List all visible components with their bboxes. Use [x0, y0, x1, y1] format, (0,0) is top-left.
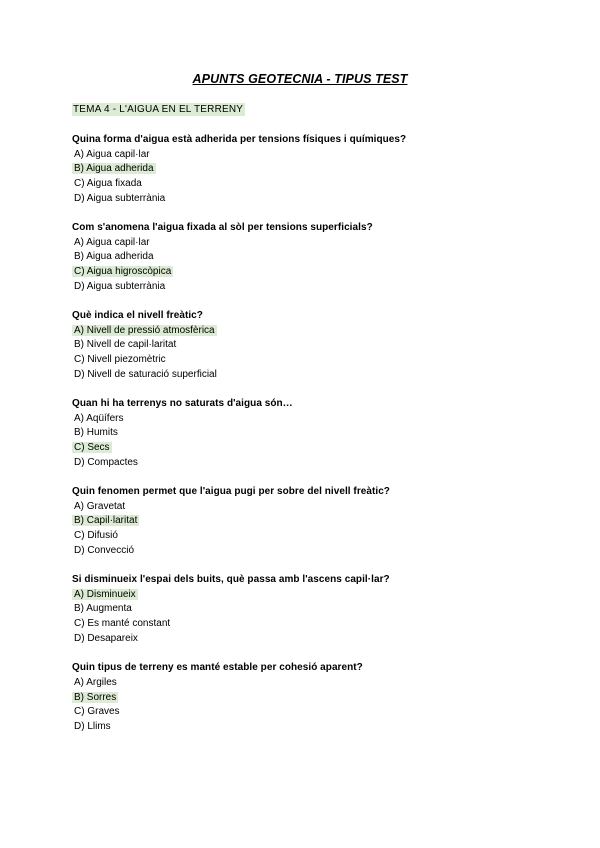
answer-option-label: C) Secs: [74, 442, 110, 454]
question-block: [72, 661, 542, 735]
answer-option-label: D) Desapareix: [74, 632, 138, 644]
answer-option-label: C) Es manté constant: [74, 618, 171, 630]
answer-option-label: B) Capil·laritat: [74, 515, 138, 527]
answer-option: [72, 632, 542, 647]
answer-option-label: B) Augmenta: [74, 603, 132, 615]
question-text: Quina forma d'aigua està adherida per tensions físiques i químiques?: [72, 134, 407, 145]
question-block: [72, 397, 542, 471]
answer-option-correct: [72, 441, 542, 456]
answer-option-label: C) Nivell piezomètric: [74, 354, 166, 366]
document-title: APUNTS GEOTECNIA - TIPUS TEST: [192, 72, 408, 86]
answer-option-correct: [72, 691, 542, 706]
question-block: [72, 573, 542, 647]
question-text: Quin fenomen permet que l'aigua pugi per sobre del nivell freàtic?: [72, 486, 390, 498]
answer-option-label: A) Gravetat: [74, 500, 126, 512]
answer-option: [72, 426, 542, 441]
answer-option: [72, 617, 542, 632]
answer-option: [72, 177, 542, 192]
answer-option-label: B) Sorres: [74, 691, 117, 703]
question-block: [72, 133, 542, 207]
answer-option-correct: [72, 324, 542, 339]
question-block: [72, 485, 542, 559]
answer-option: [72, 148, 542, 163]
answer-option: [72, 338, 542, 353]
answer-option-label: D) Aigua subterrània: [74, 280, 166, 292]
answer-option: [72, 412, 542, 427]
answer-option-label: D) Aigua subterrània: [74, 192, 166, 204]
answer-option-label: D) Llims: [74, 720, 111, 732]
answer-option-label: C) Difusió: [74, 530, 118, 542]
answer-option-correct: [72, 514, 542, 529]
answer-option-label: A) Nivell de pressió atmosfèrica: [74, 324, 215, 336]
answer-option-label: A) Disminueix: [74, 588, 136, 600]
answer-option-correct: [72, 162, 542, 177]
answer-option-label: A) Aigua capil·lar: [74, 148, 150, 160]
answer-option: [72, 544, 542, 559]
section-heading: TEMA 4 - L'AIGUA EN EL TERRENY: [73, 104, 244, 115]
answer-option: [72, 529, 542, 544]
question-text: Quin tipus de terreny es manté estable per cohesió aparent?: [72, 662, 363, 674]
answer-option: [72, 456, 542, 471]
answer-option-correct: [72, 588, 542, 603]
answer-option-label: C) Graves: [74, 706, 120, 718]
answer-option: [72, 705, 542, 720]
answer-option-label: A) Argiles: [74, 676, 117, 688]
answer-option-correct: [72, 265, 542, 280]
answer-option: [72, 500, 542, 515]
answer-option: [72, 280, 542, 295]
answer-option: [72, 368, 542, 383]
answer-option-label: A) Aqüífers: [74, 412, 124, 424]
answer-option-label: B) Nivell de capil·laritat: [74, 339, 177, 351]
question-block: [72, 309, 542, 383]
answer-option: [72, 676, 542, 691]
answer-option: [72, 720, 542, 735]
answer-option-label: A) Aigua capil·lar: [74, 236, 150, 248]
answer-option-label: B) Aigua adherida: [74, 251, 154, 263]
question-text: Quan hi ha terrenys no saturats d'aigua són…: [72, 398, 293, 410]
answer-option-label: D) Compactes: [74, 456, 138, 468]
question-text: Què indica el nivell freàtic?: [72, 310, 203, 322]
answer-option-label: C) Aigua fixada: [74, 178, 142, 190]
question-block: [72, 221, 542, 295]
answer-option: [72, 236, 542, 251]
question-text: Si disminueix l'espai dels buits, què passa amb l'ascens capil·lar?: [72, 574, 390, 586]
answer-option-label: C) Aigua higroscòpica: [74, 266, 172, 278]
answer-option-label: D) Convecció: [74, 544, 135, 556]
answer-option-label: B) Aigua adherida: [74, 163, 154, 175]
answer-option-label: D) Nivell de saturació superficial: [74, 368, 217, 380]
answer-option: [72, 250, 542, 265]
answer-option: [72, 192, 542, 207]
answer-option: [72, 353, 542, 368]
question-list: [72, 133, 542, 749]
answer-option: [72, 602, 542, 617]
question-text: Com s'anomena l'aigua fixada al sòl per tensions superficials?: [72, 222, 373, 234]
answer-option-label: B) Humits: [74, 427, 118, 439]
